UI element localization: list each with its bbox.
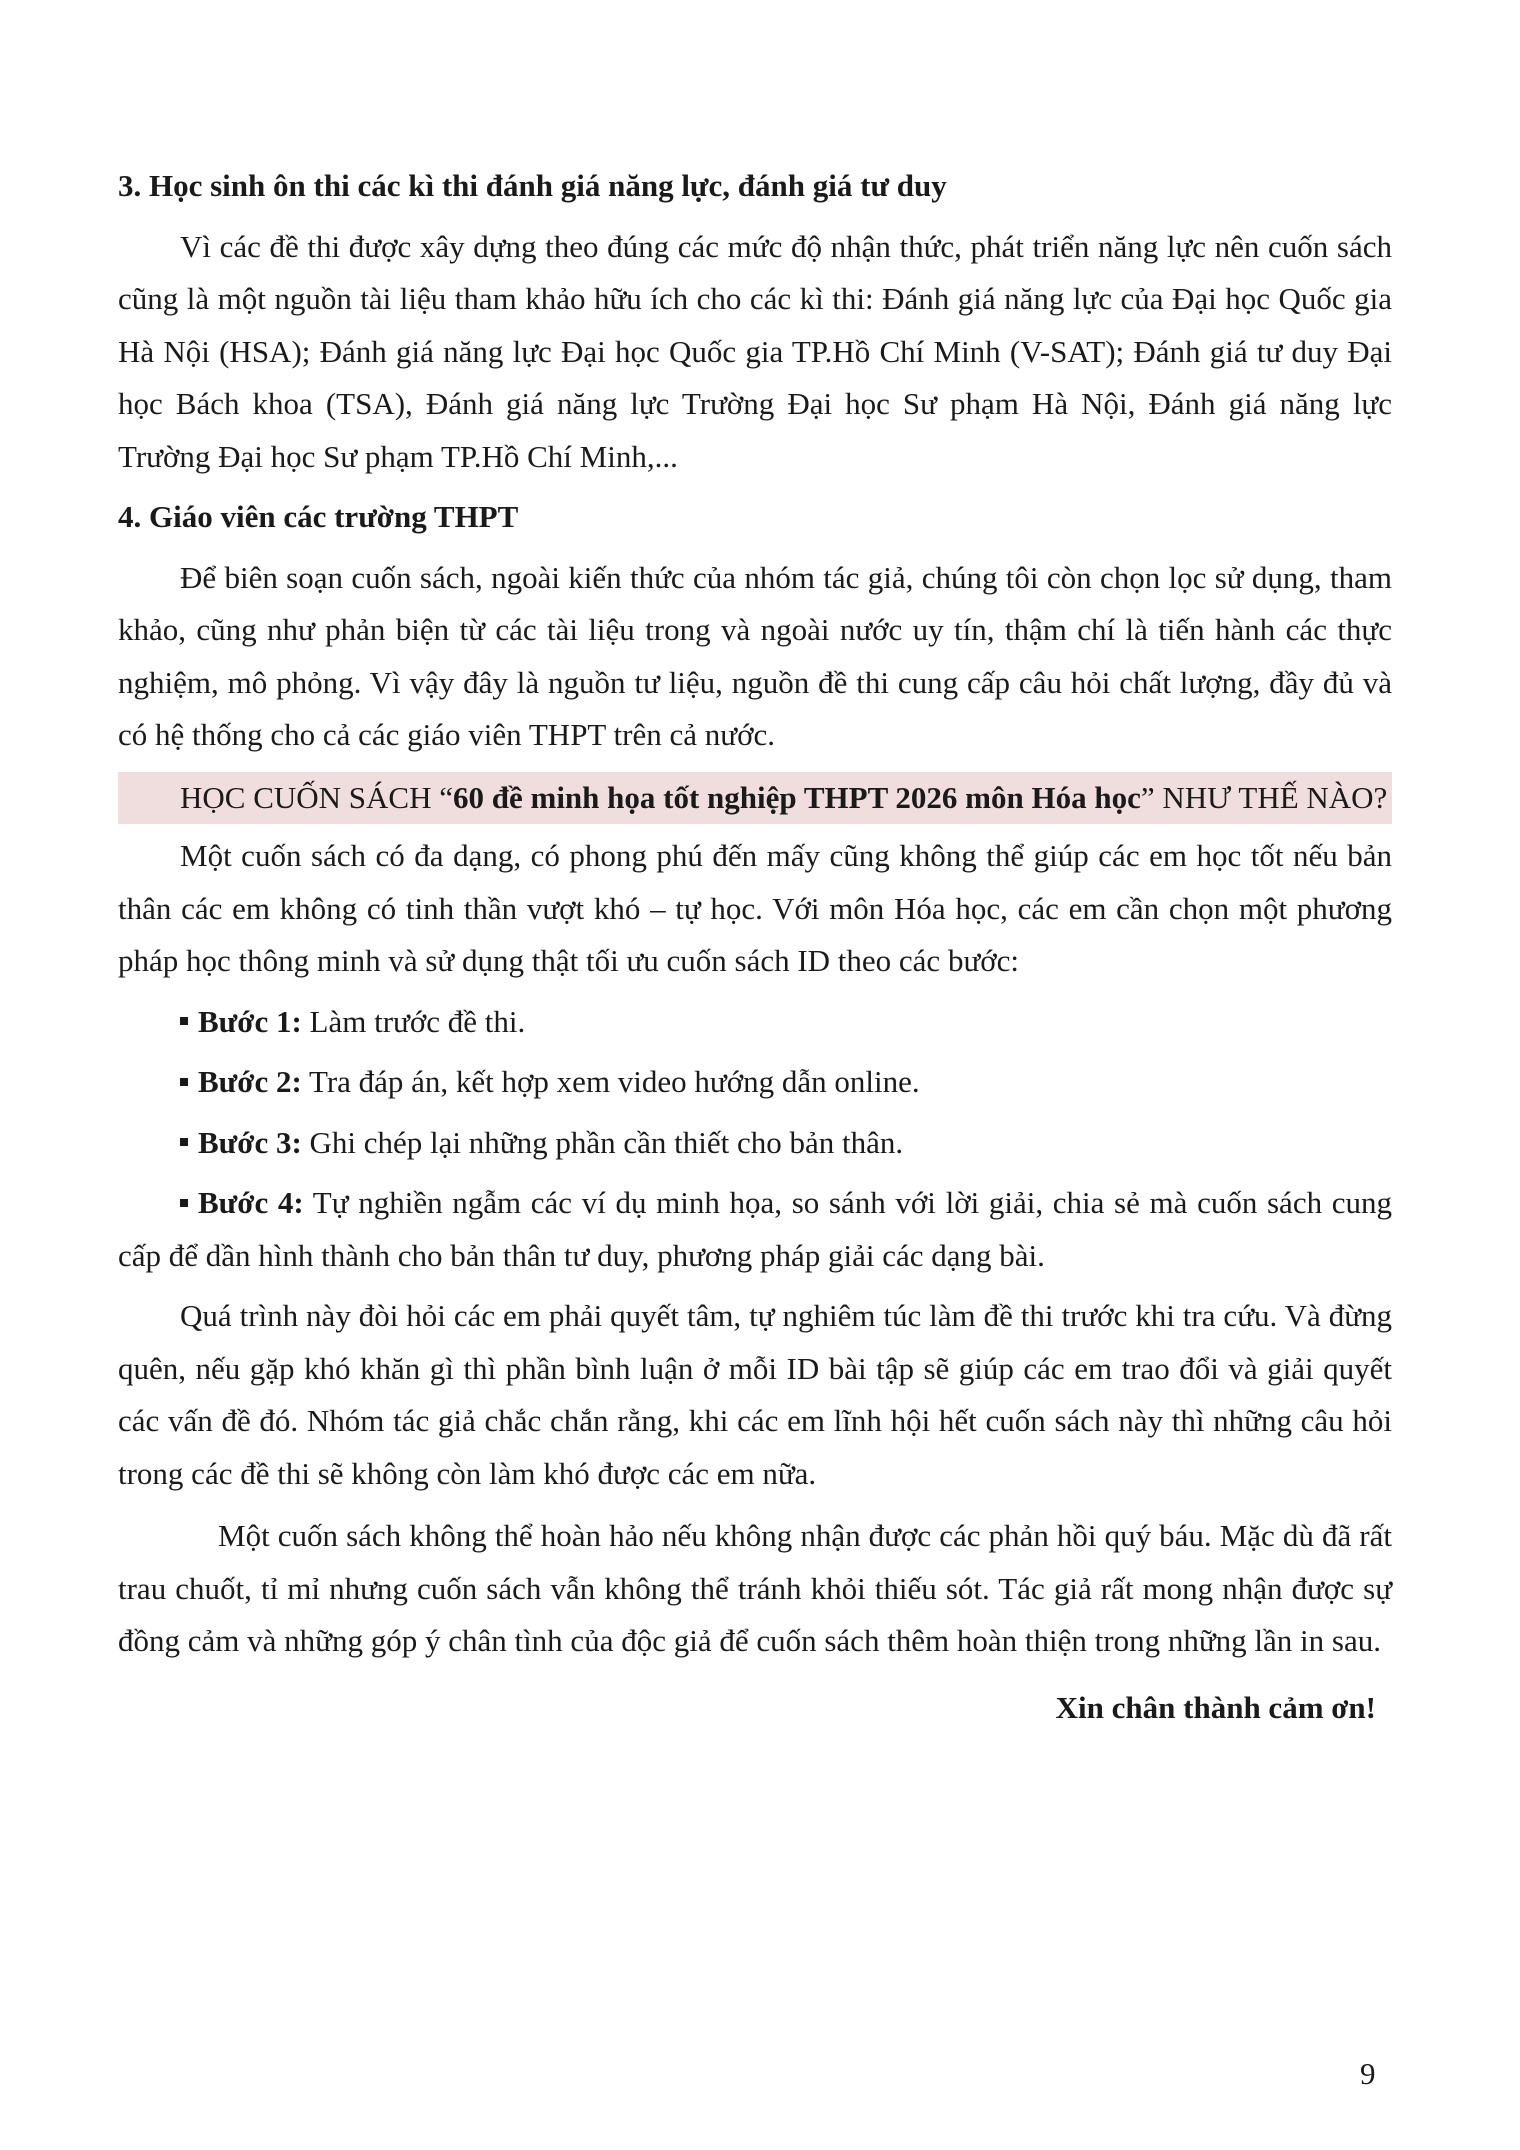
step-label: Bước 2: (198, 1064, 302, 1099)
bullet-icon (180, 1199, 188, 1207)
step-label: Bước 3: (198, 1124, 302, 1160)
step-text: Làm trước đề thi. (301, 1003, 526, 1039)
book-title: 60 đề minh họa tốt nghiệp THPT 2026 môn Hóa học (453, 779, 1141, 815)
step-label: Bước 4: (198, 1185, 304, 1220)
thanks-signoff: Xin chân thành cảm ơn! (1055, 1689, 1376, 1725)
page-number: 9 (1360, 2056, 1376, 2091)
step-4 (118, 1177, 1392, 1282)
step-3 (118, 1117, 1392, 1170)
step-label: Bước 1: (198, 1003, 302, 1039)
bullet-icon (180, 1138, 188, 1146)
bullet-icon (180, 1017, 188, 1025)
section-3-body: Vì các đề thi được xây dựng theo đúng các mức độ nhận thức, phát triển năng lực nên cuốn sách cũng là một nguồn tài liệu tham khảo hữu ích cho các kì thi: Đánh giá năng lực của Đại học Quốc gia Hà Nội (HSA); Đánh giá năng lực Đại học Quốc gia TP.Hồ Chí Minh (V-SAT); Đánh giá tư duy Đại học Bách khoa (TSA), Đánh giá năng lực Trường Đại học Sư phạm Hà Nội, Đánh giá năng lực Trường Đại học Sư phạm TP.Hồ Chí Minh,... (118, 228, 1392, 474)
step-text: Tra đáp án, kết hợp xem video hướng dẫn online. (301, 1064, 920, 1099)
banner-prefix: HỌC CUỐN SÁCH “ (180, 779, 453, 815)
step-1 (118, 996, 1392, 1049)
banner-suffix: ” NHƯ THẾ NÀO? (1140, 779, 1388, 815)
how-to-study-title (118, 772, 1392, 825)
process-paragraph: Quá trình này đòi hỏi các em phải quyết tâm, tự nghiêm túc làm đề thi trước khi tra cứu. Và đừng quên, nếu gặp khó khăn gì thì phần bình luận ở mỗi ID bài tập sẽ giúp các em trao đổi và giải quyết các vấn đề đó. Nhóm tác giả chắc chắn rằng, khi các em lĩnh hội hết cuốn sách này thì những câu hỏi trong các đề thi sẽ không còn làm khó được các em nữa. (118, 1298, 1392, 1491)
how-to-study-banner (118, 772, 1392, 825)
step-2 (118, 1056, 1392, 1109)
intro-paragraph: Một cuốn sách có đa dạng, có phong phú đến mấy cũng không thể giúp các em học tốt nếu bản thân các em không có tinh thần vượt khó – tự học. Với môn Hóa học, các em cần chọn một phương pháp học thông minh và sử dụng thật tối ưu cuốn sách ID theo các bước: (118, 838, 1392, 978)
page-content (118, 160, 1392, 1734)
closing-paragraph: Một cuốn sách không thể hoàn hảo nếu không nhận được các phản hồi quý báu. Mặc dù đã rất trau chuốt, tỉ mỉ nhưng cuốn sách vẫn không thể tránh khỏi thiếu sót. Tác giả rất mong nhận được sự đồng cảm và những góp ý chân tình của độc giả để cuốn sách thêm hoàn thiện trong những lần in sau. (118, 1518, 1392, 1658)
step-text: Ghi chép lại những phần cần thiết cho bản thân. (301, 1124, 904, 1160)
section-3-heading: 3. Học sinh ôn thi các kì thi đánh giá năng lực, đánh giá tư duy (118, 168, 947, 203)
step-text: Tự nghiền ngẫm các ví dụ minh họa, so sánh với lời giải, chia sẻ mà cuốn sách cung cấp để dần hình thành cho bản thân tư duy, phương pháp giải các dạng bài. (118, 1185, 1392, 1273)
section-4-heading: 4. Giáo viên các trường THPT (118, 499, 519, 534)
bullet-icon (180, 1078, 188, 1086)
section-4-body: Để biên soạn cuốn sách, ngoài kiến thức của nhóm tác giả, chúng tôi còn chọn lọc sử dụng, tham khảo, cũng như phản biện từ các tài liệu trong và ngoài nước uy tín, thậm chí là tiến hành các thực nghiệm, mô phỏng. Vì vậy đây là nguồn tư liệu, nguồn đề thi cung cấp câu hỏi chất lượng, đầy đủ và có hệ thống cho cả các giáo viên THPT trên cả nước. (118, 559, 1392, 752)
